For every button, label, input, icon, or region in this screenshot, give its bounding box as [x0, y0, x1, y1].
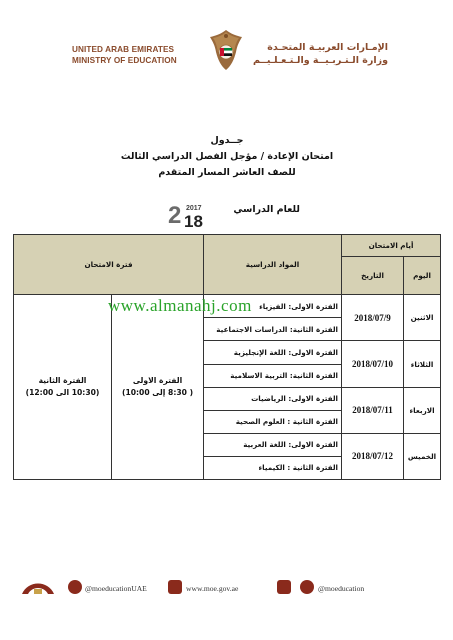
footer-site[interactable]: www.moe.gov.ae	[186, 584, 239, 593]
header-date: التاريخ	[342, 257, 404, 295]
date-cell: 2018/07/9	[342, 295, 404, 341]
day-cell: الثلاثاء	[404, 341, 441, 387]
subject-period2: الفترة الثانية: التربية الاسلامية	[204, 364, 342, 387]
academic-year-row	[160, 199, 300, 229]
exam-schedule-table	[13, 234, 441, 480]
period1-time: ( 8:30 إلى 10:00)	[121, 388, 194, 398]
header-day: اليوم	[404, 257, 441, 295]
period2-label: الفترة الثانية	[38, 376, 87, 386]
date-cell: 2018/07/10	[342, 341, 404, 387]
footer	[0, 574, 453, 640]
header-exam-period: فترة الامتحان	[14, 235, 204, 295]
subject-period1: الفترة الاولى: اللغة الإنجليزية	[204, 341, 342, 364]
document-titles	[110, 133, 344, 181]
header-ar-line2: وزارة الـتـربـيــة والـتـعـلـيــم	[252, 55, 388, 66]
year-2017-2018-logo	[166, 199, 212, 229]
moe-footer-logo	[18, 576, 58, 598]
header-exam-days: أيام الامتحان	[342, 235, 441, 257]
day-cell: الخميس	[404, 433, 441, 479]
date-cell: 2018/07/11	[342, 387, 404, 433]
date-cell: 2018/07/12	[342, 433, 404, 479]
year-logo-top: 2017	[186, 205, 202, 212]
twitter-icon	[68, 580, 82, 594]
title-schedule: جــدول	[210, 135, 244, 146]
subject-period1: الفترة الاولى: الفيزياء	[204, 295, 342, 318]
title-exam: امتحان الإعادة / مؤجل الفصل الدراسي الثالث	[120, 151, 334, 162]
period2-time: (10:30 الى 12:00)	[25, 388, 100, 398]
subject-period2: الفترة الثانية : الكيمياء	[204, 456, 342, 479]
subject-period2: الفترة الثانية: الدراسات الاجتماعية	[204, 318, 342, 341]
header-en-line1: UNITED ARAB EMIRATES	[72, 45, 175, 54]
ministry-name-arabic	[248, 41, 388, 67]
footer-right-handle[interactable]: @moeducation	[318, 584, 365, 593]
web-icon	[168, 580, 182, 594]
subject-period2: الفترة الثانية : العلوم الصحية	[204, 410, 342, 433]
title-academic-year: للعام الدراسي	[233, 204, 300, 215]
period2-cell	[14, 295, 112, 480]
year-logo-sub: 18	[184, 212, 203, 229]
footer-left-handle[interactable]: @moeducationUAE	[85, 584, 147, 593]
subject-period1: الفترة الاولى: الرياضيات	[204, 387, 342, 410]
period1-label: الفترة الاولى	[132, 376, 183, 386]
youtube-icon	[300, 580, 314, 594]
year-logo-main: 2	[168, 202, 182, 229]
uae-falcon-emblem-icon	[207, 28, 245, 72]
instagram-icon	[277, 580, 291, 594]
ministry-name-english	[72, 44, 212, 66]
title-grade: للصف العاشر المسار المتقدم	[158, 167, 296, 178]
header-en-line2: MINISTRY OF EDUCATION	[72, 56, 177, 65]
day-cell: الاربعاء	[404, 387, 441, 433]
header-subjects: المواد الدراسية	[204, 235, 342, 295]
header-ar-line1: الإمـارات العربيـة المتحـدة	[267, 42, 388, 53]
period1-cell	[112, 295, 204, 480]
subject-period1: الفترة الاولى: اللغة العربية	[204, 433, 342, 456]
watermark-text: www.almanahj.com	[108, 296, 252, 315]
day-cell: الاثنين	[404, 295, 441, 341]
